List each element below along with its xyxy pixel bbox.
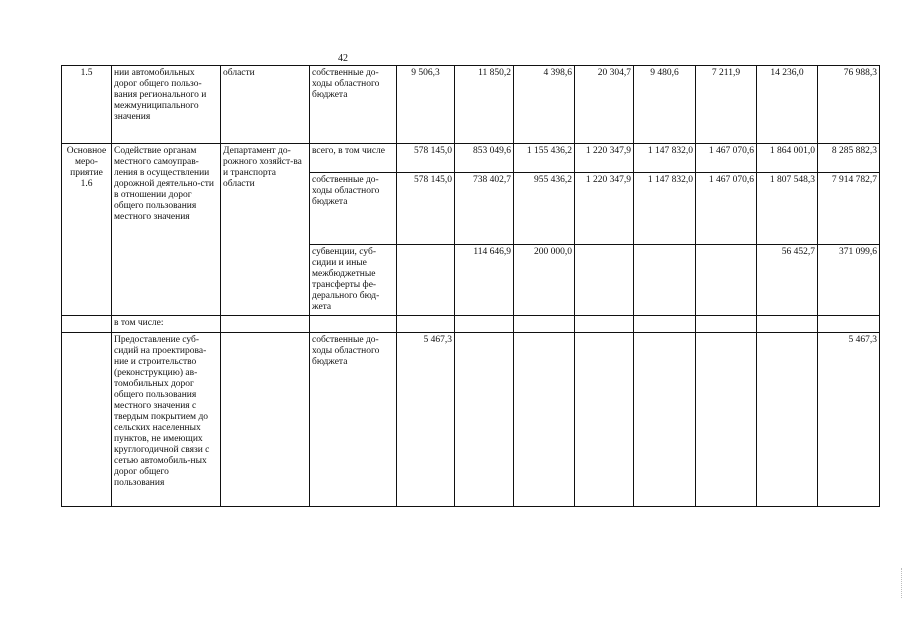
value-cell: 114 646,9 — [455, 245, 514, 316]
value-cell — [634, 333, 696, 507]
funding-source: субвенции, суб-сидии и иные межбюджетные трансферты фе-дерального бюд-жета — [310, 245, 397, 316]
executor-cell: области — [221, 66, 310, 144]
funding-source: всего, в том числе — [310, 144, 397, 173]
value-cell: 76 988,3 — [818, 66, 880, 144]
value-cell: 9 480,6 — [634, 66, 696, 144]
table-row — [62, 316, 880, 333]
activity-code: 1.5 — [62, 66, 112, 144]
value-cell: 578 145,0 — [397, 144, 455, 173]
activity-name: Содействие органам местного самоуправ-ления в осуществлении дорожной деятельно-сти в отношении дорог общего пользования местного значения — [112, 144, 221, 316]
value-cell: 1 864 001,0 — [757, 144, 818, 173]
value-cell: 955 436,2 — [514, 173, 575, 245]
value-cell: 56 452,7 — [757, 245, 818, 316]
value-cell — [696, 245, 757, 316]
value-cell: 1 155 436,2 — [514, 144, 575, 173]
executor-cell: Департамент до-рожного хозяйст-ва и транспорта области — [221, 144, 310, 316]
value-cell: 578 145,0 — [397, 173, 455, 245]
value-cell: 371 099,6 — [818, 245, 880, 316]
value-cell: 8 285 882,3 — [818, 144, 880, 173]
value-cell: 1 147 832,0 — [634, 144, 696, 173]
activity-code: Основное меро-приятие 1.6 — [62, 144, 112, 316]
value-cell — [696, 333, 757, 507]
value-cell: 738 402,7 — [455, 173, 514, 245]
value-cell: 1 220 347,9 — [575, 144, 634, 173]
funding-source: собственные до-ходы областного бюджета — [310, 333, 397, 507]
value-cell: 1 147 832,0 — [634, 173, 696, 245]
value-cell: 1 467 070,6 — [696, 173, 757, 245]
table-row — [62, 66, 880, 144]
value-cell: 1 220 347,9 — [575, 173, 634, 245]
value-cell — [575, 245, 634, 316]
page-number: 42 — [338, 53, 348, 64]
table-row — [62, 144, 880, 173]
value-cell: 1 807 548,3 — [757, 173, 818, 245]
value-cell — [634, 245, 696, 316]
value-cell: 11 850,2 — [455, 66, 514, 144]
value-cell: 14 236,0 — [757, 66, 818, 144]
value-cell: 4 398,6 — [514, 66, 575, 144]
value-cell: 853 049,6 — [455, 144, 514, 173]
value-cell: 7 211,9 — [696, 66, 757, 144]
table-row — [62, 333, 880, 507]
value-cell: 9 506,3 — [397, 66, 455, 144]
funding-source: собственные до-ходы областного бюджета — [310, 66, 397, 144]
activity-name: нии автомобильных дорог общего пользо-вания регионального и межмуниципального значения — [112, 66, 221, 144]
value-cell: 200 000,0 — [514, 245, 575, 316]
subitem-heading: в том числе: — [112, 316, 221, 333]
value-cell — [397, 245, 455, 316]
value-cell: 1 467 070,6 — [696, 144, 757, 173]
value-cell: 5 467,3 — [397, 333, 455, 507]
value-cell — [757, 333, 818, 507]
value-cell: 5 467,3 — [818, 333, 880, 507]
funding-source: собственные до-ходы областного бюджета — [310, 173, 397, 245]
activity-name: Предоставление суб-сидий на проектирова-ние и строительство (реконструкцию) ав-томобильных дорог общего пользования местного значения с твердым покрытием до сельских населенных пунктов, не имеющих круглогодичной связи с сетью автомобиль-ных дорог общего пользования — [112, 333, 221, 507]
value-cell — [575, 333, 634, 507]
value-cell — [455, 333, 514, 507]
value-cell: 7 914 782,7 — [818, 173, 880, 245]
budget-table — [61, 65, 880, 507]
scan-edge-mark — [901, 568, 904, 598]
value-cell: 20 304,7 — [575, 66, 634, 144]
value-cell — [514, 333, 575, 507]
